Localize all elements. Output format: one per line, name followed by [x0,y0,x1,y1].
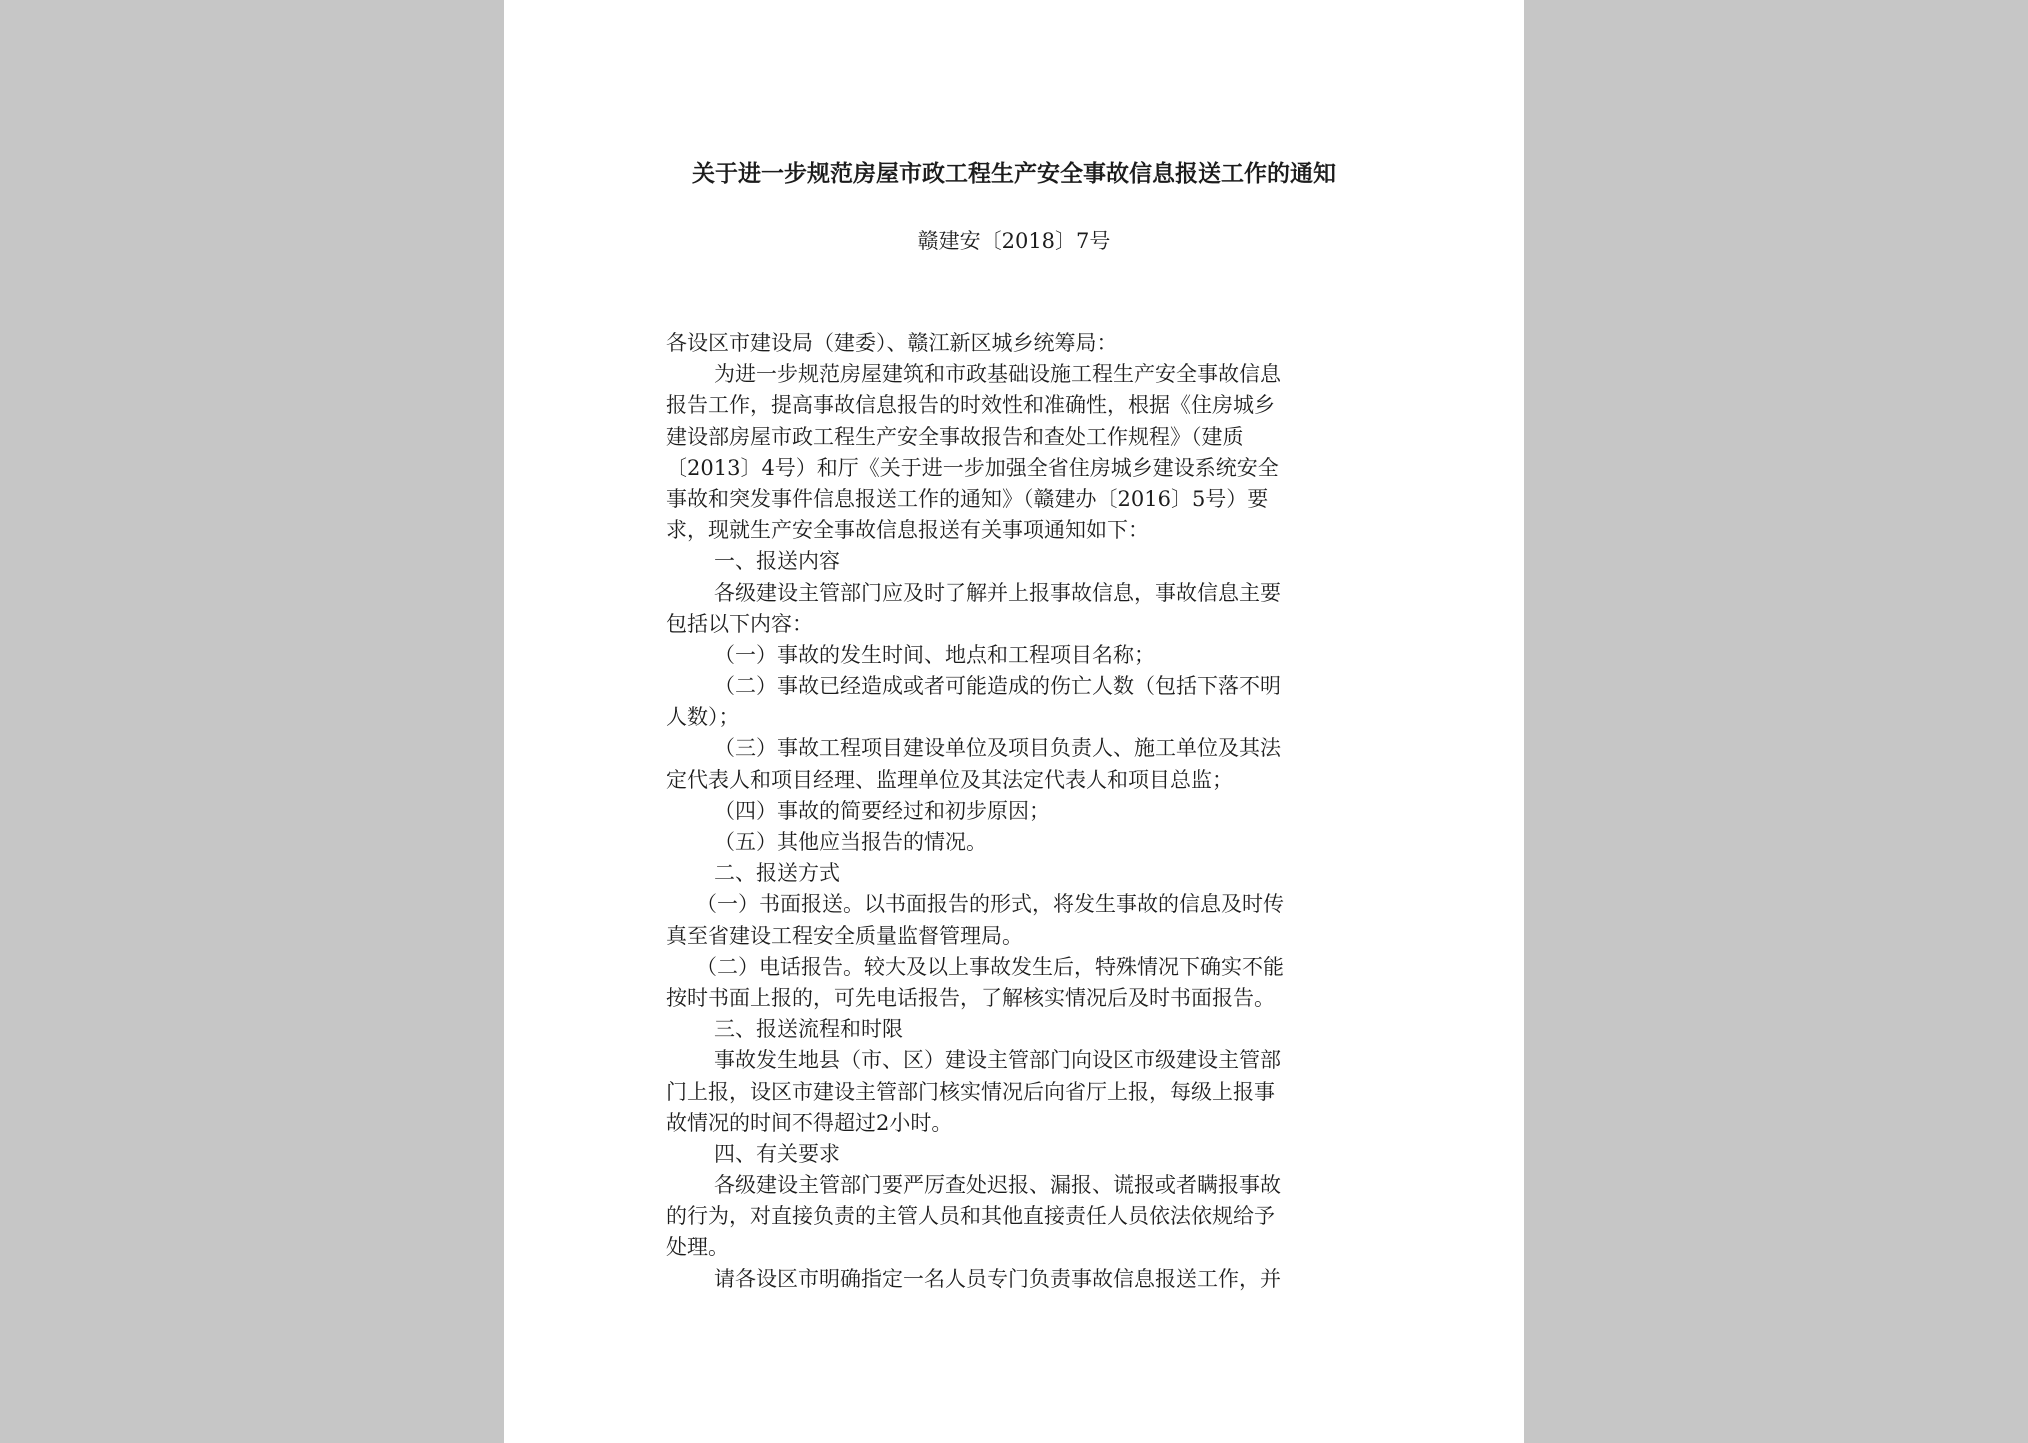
salutation-line: 各设区市建设局（建委）、赣江新区城乡统筹局： [666,331,1118,355]
list-item: （四）事故的简要经过和初步原因； [714,798,1050,823]
list-item: （二）事故已经造成或者可能造成的伤亡人数（包括下落不明 [714,674,1281,699]
body-line: 人数）； [666,705,740,730]
body-line: 的行为，对直接负责的主管人员和其他直接责任人员依法依规给予 [666,1204,1275,1229]
document-body [666,328,1366,1295]
body-line: 请各设区市明确指定一名人员专门负责事故信息报送工作，并 [714,1266,1281,1291]
section-heading: 二、报送方式 [714,861,840,886]
section-heading: 一、报送内容 [714,549,840,574]
body-line: 建设部房屋市政工程生产安全事故报告和查处工作规程》（建质 [666,424,1244,449]
list-item: （一）书面报送。以书面报告的形式，将发生事故的信息及时传 [696,892,1284,917]
document-page [504,0,1524,1443]
document-number: 赣建安〔2018〕7号 [917,229,1111,253]
list-item: （三）事故工程项目建设单位及项目负责人、施工单位及其法 [714,736,1281,761]
list-item: （二）电话报告。较大及以上事故发生后，特殊情况下确实不能 [696,954,1284,979]
body-line: 事故发生地县（市、区）建设主管部门向设区市级建设主管部 [714,1048,1281,1073]
body-line: 事故和突发事件信息报送工作的通知》（赣建办〔2016〕5号）要 [666,486,1269,511]
document-title: 关于进一步规范房屋市政工程生产安全事故信息报送工作的通知 [692,161,1336,187]
body-line: 处理。 [666,1235,729,1260]
body-line: 报告工作，提高事故信息报告的时效性和准确性，根据《住房城乡 [666,393,1275,418]
list-item: （五）其他应当报告的情况。 [714,830,987,854]
body-line: 故情况的时间不得超过2小时。 [666,1110,953,1135]
body-line: 包括以下内容： [666,611,813,636]
body-line: 真至省建设工程安全质量监督管理局。 [666,923,1023,948]
body-line: 〔2013〕4号）和厅《关于进一步加强全省住房城乡建设系统安全 [666,455,1279,480]
body-line: 按时书面上报的，可先电话报告，了解核实情况后及时书面报告。 [666,985,1275,1010]
body-line: 求，现就生产安全事故信息报送有关事项通知如下： [666,518,1149,543]
section-heading: 四、有关要求 [714,1141,840,1166]
body-line: 定代表人和项目经理、监理单位及其法定代表人和项目总监； [666,767,1233,792]
section-heading: 三、报送流程和时限 [714,1017,903,1042]
body-line: 各级建设主管部门应及时了解并上报事故信息，事故信息主要 [714,580,1281,605]
body-line: 各级建设主管部门要严厉查处迟报、漏报、谎报或者瞒报事故 [714,1173,1281,1198]
body-line: 门上报，设区市建设主管部门核实情况后向省厅上报，每级上报事 [666,1079,1275,1104]
list-item: （一）事故的发生时间、地点和工程项目名称； [714,642,1155,667]
body-line: 为进一步规范房屋建筑和市政基础设施工程生产安全事故信息 [714,362,1281,387]
